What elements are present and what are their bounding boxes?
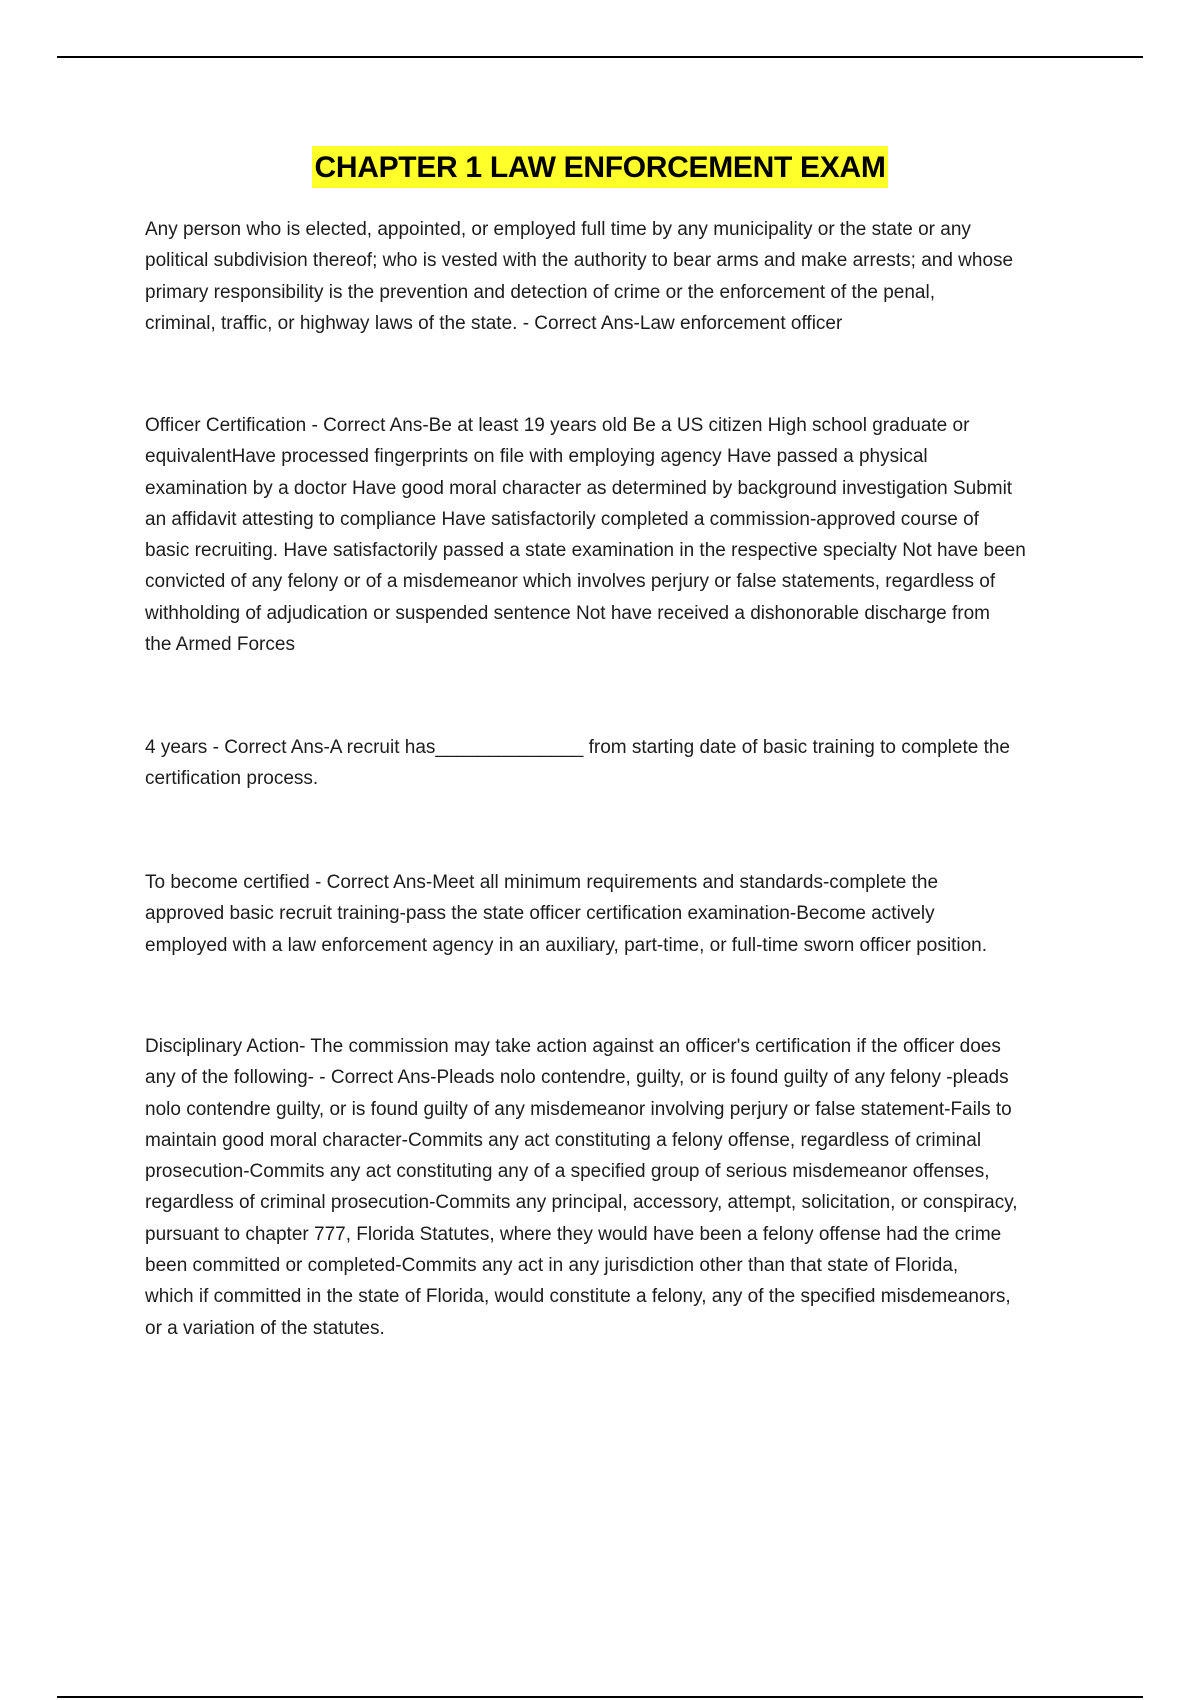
top-rule xyxy=(57,56,1143,58)
entry-line: maintain good moral character-Commits any act constituting a felony offense, regardless of criminal xyxy=(145,1129,982,1151)
entry-line: examination by a doctor Have good moral character as determined by background investigation Submit xyxy=(145,477,1013,499)
entry-line: Officer Certification - Correct Ans-Be at least 19 years old Be a US citizen High school graduate or xyxy=(145,415,970,436)
entry-line: Any person who is elected, appointed, or employed full time by any municipality or the state or any xyxy=(145,219,971,240)
page-title: CHAPTER 1 LAW ENFORCEMENT EXAM xyxy=(312,146,887,188)
entry-line: Disciplinary Action- The commission may take action against an officer's certification if the officer does xyxy=(145,1036,1001,1057)
entry-line: basic recruiting. Have satisfactorily passed a state examination in the respective specialty Not have been xyxy=(145,540,1026,562)
entry-line: any of the following- - Correct Ans-Pleads nolo contendre, guilty, or is found guilty of any felony -pleads xyxy=(145,1067,1009,1089)
entry-line: 4 years - Correct Ans-A recruit has______________ from starting date of basic training to complete the xyxy=(145,737,1010,758)
bottom-rule xyxy=(57,1696,1143,1698)
title-container xyxy=(0,146,1200,188)
entry-line: the Armed Forces xyxy=(145,634,295,656)
entry-law-enforcement-officer xyxy=(145,214,1095,339)
entry-four-years xyxy=(145,732,1095,795)
entry-line: which if committed in the state of Florida, would constitute a felony, any of the specified misdemeanors, xyxy=(145,1286,1011,1308)
entry-line: regardless of criminal prosecution-Commits any principal, accessory, attempt, solicitation, or conspiracy, xyxy=(145,1192,1018,1214)
entry-disciplinary-action xyxy=(145,1031,1095,1344)
entry-line: employed with a law enforcement agency in an auxiliary, part-time, or full-time sworn officer position. xyxy=(145,934,988,956)
entry-line: nolo contendre guilty, or is found guilty of any misdemeanor involving perjury or false statement-Fails to xyxy=(145,1098,1012,1120)
entry-line: criminal, traffic, or highway laws of the state. - Correct Ans-Law enforcement officer xyxy=(145,312,843,334)
entry-line: been committed or completed-Commits any act in any jurisdiction other than that state of Florida, xyxy=(145,1255,959,1277)
entry-line: or a variation of the statutes. xyxy=(145,1317,385,1339)
entry-to-become-certified xyxy=(145,867,1095,961)
entry-line: pursuant to chapter 777, Florida Statutes, where they would have been a felony offense had the crime xyxy=(145,1223,1002,1245)
entry-line: certification process. xyxy=(145,768,319,790)
entry-line: equivalentHave processed fingerprints on file with employing agency Have passed a physical xyxy=(145,446,928,468)
entry-line: To become certified - Correct Ans-Meet all minimum requirements and standards-complete the xyxy=(145,872,939,893)
entry-officer-certification xyxy=(145,410,1095,660)
entry-line: an affidavit attesting to compliance Have satisfactorily completed a commission-approved course of xyxy=(145,508,979,530)
entry-line: prosecution-Commits any act constituting any of a specified group of serious misdemeanor offenses, xyxy=(145,1161,990,1183)
entry-line: primary responsibility is the prevention and detection of crime or the enforcement of the penal, xyxy=(145,281,935,303)
entry-line: withholding of adjudication or suspended sentence Not have received a dishonorable discharge from xyxy=(145,602,990,624)
entry-line: convicted of any felony or of a misdemeanor which involves perjury or false statements, regardless of xyxy=(145,571,996,593)
entry-line: approved basic recruit training-pass the state officer certification examination-Become actively xyxy=(145,903,935,925)
entry-line: political subdivision thereof; who is vested with the authority to bear arms and make arrests; and whose xyxy=(145,250,1014,272)
